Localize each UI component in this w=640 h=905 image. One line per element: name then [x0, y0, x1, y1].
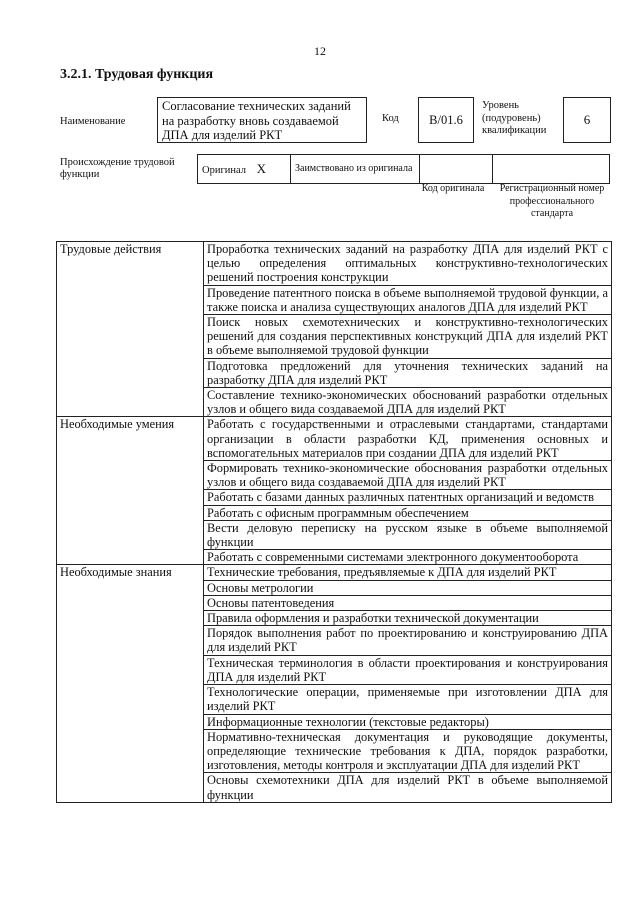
code-value-box: В/01.6: [418, 97, 474, 143]
section-item: Основы метрологии: [204, 580, 612, 595]
origin-code-caption: Код оригинала: [421, 183, 485, 194]
section-item: Техническая терминология в области проектирования и конструирования ДПА для изделий РКТ: [204, 655, 612, 684]
table-row: [57, 242, 612, 286]
page-number: 12: [314, 44, 326, 58]
origin-reg-cell: [493, 155, 610, 184]
origin-table: [197, 154, 610, 184]
section-item: Работать с современными системами электронного документооборота: [204, 550, 612, 565]
labor-function-table: [56, 241, 612, 803]
table-row: [57, 417, 612, 461]
qualification-level-box: 6: [563, 97, 611, 143]
section-item: Формировать технико-экономические обоснования разработки отдельных узлов и общего вида создаваемой ДПА для изделий РКТ: [204, 461, 612, 490]
section-item: Составление технико-экономических обоснований разработки отдельных узлов и общего вида создаваемой ДПА для изделий РКТ: [204, 388, 612, 417]
origin-code-cell: [420, 155, 493, 184]
section-item: Работать с государственными и отраслевыми стандартами, стандартами организации в области разработки КД, применения основных и вспомогательных материалов при создании ДПА для изделий РКТ: [204, 417, 612, 461]
section-item: Поиск новых схемотехнических и конструктивно-технологических решений для создания перспективных конструкций ДПА для изделий РКТ в объеме выполняемой трудовой функции: [204, 315, 612, 359]
section-item: Информационные технологии (текстовые редакторы): [204, 714, 612, 729]
origin-original-label: Оригинал: [202, 165, 246, 176]
section-item: Работать с офисным программным обеспечением: [204, 505, 612, 520]
name-label: Наименование: [60, 116, 126, 127]
origin-original-cell: [198, 155, 291, 184]
section-item: Основы патентоведения: [204, 595, 612, 610]
section-item: Основы схемотехники ДПА для изделий РКТ в объеме выполняемой функции: [204, 773, 612, 802]
section-item: Проработка технических заданий на разработку ДПА для изделий РКТ с целью определения оптимальных конструктивно-технологических решений построения конструкции: [204, 242, 612, 286]
section-item: Правила оформления и разработки технической документации: [204, 611, 612, 626]
section-item: Подготовка предложений для уточнения технических заданий на разработку ДПА для изделий РКТ: [204, 358, 612, 387]
section-title-cell: Трудовые действия: [57, 242, 204, 417]
origin-label: Происхождение трудовой функции: [60, 157, 175, 180]
table-row: [57, 565, 612, 580]
origin-borrowed-label: Заимствовано из оригинала: [295, 163, 413, 175]
section-item: Технологические операции, применяемые при изготовлении ДПА для изделий РКТ: [204, 685, 612, 714]
section-title: 3.2.1. Трудовая функция: [60, 67, 214, 82]
section-item: Вести деловую переписку на русском языке в объеме выполняемой функции: [204, 520, 612, 549]
section-title-cell: Необходимые знания: [57, 565, 204, 802]
qualification-level-label: Уровень (подуровень) квалификации: [482, 100, 547, 136]
code-label: Код: [382, 113, 399, 124]
name-value-box: Согласование технических заданий на разработку вновь создаваемой ДПА для изделий РКТ: [157, 97, 367, 143]
section-title-cell: Необходимые умения: [57, 417, 204, 565]
section-item: Проведение патентного поиска в объеме выполняемой трудовой функции, а также поиска и анализа существующих аналогов ДПА для изделий РКТ: [204, 285, 612, 314]
origin-original-mark: Х: [256, 161, 267, 176]
origin-reg-caption: Регистрационный номер профессионального стандарта: [499, 183, 605, 219]
section-item: Технические требования, предъявляемые к ДПА для изделий РКТ: [204, 565, 612, 580]
section-item: Порядок выполнения работ по проектированию и конструированию ДПА для изделий РКТ: [204, 626, 612, 655]
origin-borrowed-cell: [291, 155, 420, 184]
section-item: Работать с базами данных различных патентных организаций и ведомств: [204, 490, 612, 505]
section-item: Нормативно-техническая документация и руководящие документы, определяющие технические требования к ДПА, порядок разработки, изготовления, методы контроля и эксплуатации ДПА для изделий РКТ: [204, 729, 612, 773]
